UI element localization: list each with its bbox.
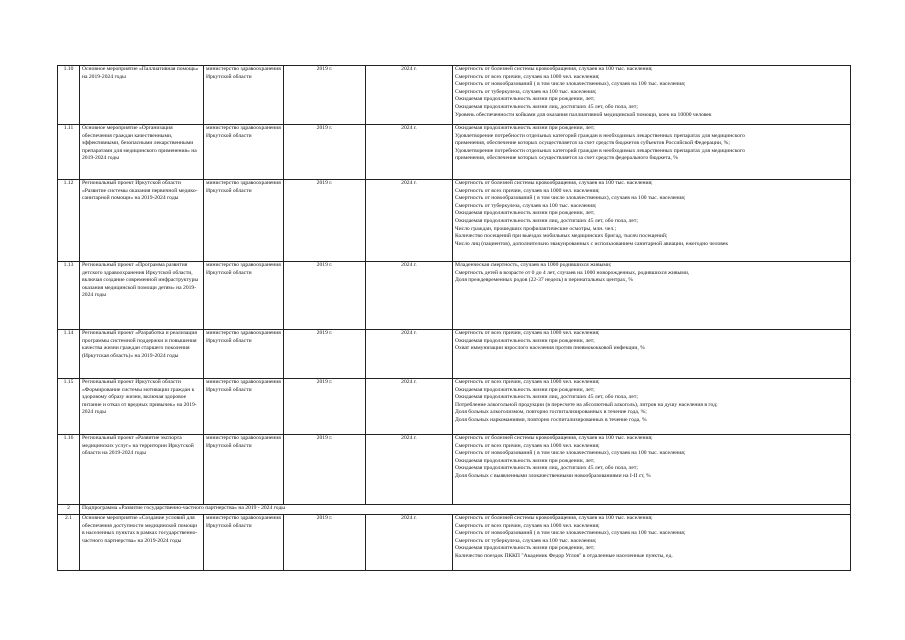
indicator: Смертность от всех причин, случаев на 1000 чел. населения; [455, 442, 600, 449]
measure-name: Основное мероприятие «Паллиативная помощь» на 2019-2024 годы [80, 66, 204, 125]
indicators [453, 262, 851, 330]
indicator: Смертность от всех причин, случаев на 1000 чел. населения; [455, 73, 600, 80]
indicator: Смертность от новообразований ( в том числе злокачественных), случаев на 100 тыс. населения; [455, 450, 686, 457]
start-year: 2019 г. [284, 125, 366, 180]
row-number: 1.13 [58, 262, 80, 330]
indicators [453, 125, 851, 180]
indicator: Ожидаемая продолжительность жизни лиц, достигших 45 лет, обо пола, лет; [455, 465, 638, 472]
indicator: Ожидаемая продолжительность жизни лиц, достигших 45 лет, обо пола, лет; [455, 394, 638, 401]
measure-name: Основное мероприятие «Создание условий для обеспечения доступности медицинской помощи в населенных пунктах в рамках государственно-частного партнерства» на 2019-2024 годы [80, 515, 204, 571]
indicator: Уровень обеспеченности койками для оказания паллиативной медицинской помощи, коек на 10000 человек [455, 111, 712, 118]
measures-table [57, 65, 851, 571]
indicator: Охват иммунизации взрослого населения против пневмококковой инфекции, % [455, 345, 645, 352]
end-year: 2024 г. [366, 125, 453, 180]
start-year: 2019 г. [284, 330, 366, 379]
indicator: Младенческая смертность, случаев на 1000 родившихся живыми; [455, 262, 612, 268]
indicator: Смертность от болезней системы кровообращения, случаев на 100 тыс. населения; [455, 66, 653, 72]
indicator: Количество посещений при выездах мобильных медицинских бригад, тысяч посещений; [455, 233, 668, 240]
indicator: Ожидаемая продолжительность жизни лиц, достигших 45 лет, обо пола, лет; [455, 103, 638, 110]
end-year: 2024 г. [366, 262, 453, 330]
start-year: 2019 г. [284, 262, 366, 330]
executor: министерство здравоохранения Иркутской области [204, 435, 284, 505]
indicator: Доля больных с выявленными злокачественными новообразованиями на I-II ст, % [455, 472, 651, 479]
indicator: применения, обеспечение которых осуществляется за счет средств бюджетов субъектов Российской Федерации, %; [455, 140, 730, 147]
end-year: 2024 г. [366, 435, 453, 505]
indicator: Смертность от новообразований ( в том числе злокачественных), случаев на 100 тыс. населения; [455, 81, 686, 88]
indicator: Смертность от болезней системы кровообращения, случаев на 100 тыс. населения; [455, 435, 653, 441]
table-row [58, 180, 851, 262]
executor: министерство здравоохранения Иркутской области [204, 262, 284, 330]
row-number: 2.1 [58, 515, 80, 571]
executor: министерство здравоохранения Иркутской области [204, 379, 284, 435]
measures-table-body [58, 66, 851, 571]
indicator: Ожидаемая продолжительность жизни при рождении, лет; [455, 386, 595, 393]
indicator: Ожидаемая продолжительность жизни при рождении, лет; [455, 125, 595, 131]
indicator: Ожидаемая продолжительность жизни при рождении, лет; [455, 545, 595, 552]
table-row [58, 66, 851, 125]
indicator: Смертность детей в возрасте от 0 до 4 лет, случаев на 1000 новорожденных, родившихся живыми, [455, 269, 690, 276]
measure-name: Региональный проект Иркутской области «Формирование системы мотивации граждан к здоровому образу жизни, включая здоровое питание и отказ от вредных привычек» на 2019-2024 годы [80, 379, 204, 435]
row-number: 1.10 [58, 66, 80, 125]
indicator: Удовлетворение потребности отдельных категорий граждан в необходимых лекарственных препаратах для медицинского [455, 147, 745, 154]
indicator: Число лиц (пациентов), дополнительно эвакуированных с использованием санитарной авиации, ежегодно человек [455, 240, 729, 247]
row-number: 1.16 [58, 435, 80, 505]
end-year: 2024 г. [366, 379, 453, 435]
executor: министерство здравоохранения Иркутской области [204, 330, 284, 379]
indicators [453, 180, 851, 262]
indicator: Смертность от болезней системы кровообращения, случаев на 100 тыс. населения; [455, 180, 653, 186]
indicators [453, 515, 851, 571]
end-year: 2024 г. [366, 330, 453, 379]
start-year: 2019 г. [284, 180, 366, 262]
end-year: 2024 г. [366, 515, 453, 571]
row-number: 1.11 [58, 125, 80, 180]
table-row [58, 262, 851, 330]
executor: министерство здравоохранения Иркутской области [204, 515, 284, 571]
executor: министерство здравоохранения Иркутской области [204, 66, 284, 125]
measure-name: Региональный проект «Разработка и реализация программы системной поддержки и повышения качества жизни граждан старшего поколения (Иркутская область)» на 2019-2024 годы [80, 330, 204, 379]
indicator: Смертность от болезней системы кровообращения, случаев на 100 тыс. населения; [455, 515, 653, 521]
indicator: Число граждан, прошедших профилактические осмотры, млн. чел.; [455, 225, 617, 232]
indicator: Доля преждевременных родов (22-37 недель) в перинатальных центрах, % [455, 277, 633, 284]
indicator: Ожидаемая продолжительность жизни лиц, достигших 45 лет, обо пола, лет; [455, 217, 638, 224]
indicator: Смертность от новообразований ( в том числе злокачественных), случаев на 100 тыс. населения; [455, 530, 686, 537]
section-title: Подпрограмма «Развитие государственно-частного партнерства» на 2019 - 2024 годы [80, 505, 851, 515]
measure-name: Региональный проект «Развитие экспорта медицинских услуг» на территории Иркутской области на 2019-2024 годы [80, 435, 204, 505]
indicators [453, 66, 851, 125]
indicator: Ожидаемая продолжительность жизни при рождении, лет; [455, 96, 595, 103]
indicator: Ожидаемая продолжительность жизни при рождении, лет; [455, 457, 595, 464]
indicator: Смертность от туберкулеза, случаев на 100 тыс. населения; [455, 202, 597, 209]
indicator: Смертность от туберкулеза, случаев на 100 тыс. населения; [455, 88, 597, 95]
indicator: Удовлетворение потребности отдельных категорий граждан в необходимых лекарственных препаратах для медицинского [455, 132, 745, 139]
start-year: 2019 г. [284, 379, 366, 435]
table-row [58, 435, 851, 505]
start-year: 2019 г. [284, 435, 366, 505]
start-year: 2019 г. [284, 66, 366, 125]
end-year: 2024 г. [366, 180, 453, 262]
measure-name: Региональный проект Иркутской области «Развитие системы оказания первичной медико-санитарной помощи» на 2019-2024 годы [80, 180, 204, 262]
indicator: Смертность от всех причин, случаев на 1000 чел. населения; [455, 187, 600, 194]
measure-name: Региональный проект «Программа развития детского здравоохранения Иркутской области, включая создание современной инфраструктуры оказания медицинской помощи детям» на 2019-2024 годы [80, 262, 204, 330]
indicator: применения, обеспечение которых осуществляется за счет средств федерального бюджета, % [455, 155, 678, 162]
row-number: 1.14 [58, 330, 80, 379]
indicator: Смертность от всех причин, случаев на 1000 чел. населения; [455, 522, 600, 529]
indicator: Смертность от всех причин, случаев на 1000 чел. населения; [455, 330, 600, 336]
indicator: Ожидаемая продолжительность жизни при рождении, лет; [455, 210, 595, 217]
section-row [58, 505, 851, 515]
indicator: Доля больных наркоманиями, повторно госпитализированных в течение года, % [455, 416, 647, 423]
executor: министерство здравоохранения Иркутской области [204, 180, 284, 262]
indicators [453, 330, 851, 379]
start-year: 2019 г. [284, 515, 366, 571]
indicator: Потребление алкогольной продукции (в пересчете на абсолютный алкоголь), литров на душу населения в год; [455, 401, 718, 408]
table-row [58, 515, 851, 571]
row-number: 1.12 [58, 180, 80, 262]
indicator: Смертность от новообразований ( в том числе злокачественных), случаев на 100 тыс. населения; [455, 195, 686, 202]
indicator: Ожидаемая продолжительность жизни при рождении, лет; [455, 337, 595, 344]
indicators [453, 435, 851, 505]
row-number: 1.15 [58, 379, 80, 435]
executor: министерство здравоохранения Иркутской области [204, 125, 284, 180]
indicator: Количество поездок ПККП "Академик Федор Углов" в отдаленные населенные пункты, ед. [455, 552, 673, 559]
table-row [58, 379, 851, 435]
indicator: Доля больных алкоголизмом, повторно госпитализированных в течение года, %; [455, 409, 647, 416]
section-number: 2 [58, 505, 80, 515]
indicators [453, 379, 851, 435]
table-row [58, 125, 851, 180]
table-row [58, 330, 851, 379]
measure-name: Основное мероприятие «Организация обеспечения граждан качественными, эффективными, безопасными лекарственными препаратами для медицинского применения» на 2019-2024 годы [80, 125, 204, 180]
indicator: Смертность от всех причин, случаев на 1000 чел. населения; [455, 379, 600, 385]
end-year: 2024 г. [366, 66, 453, 125]
indicator: Смертность от туберкулеза, случаев на 100 тыс. населения; [455, 537, 597, 544]
